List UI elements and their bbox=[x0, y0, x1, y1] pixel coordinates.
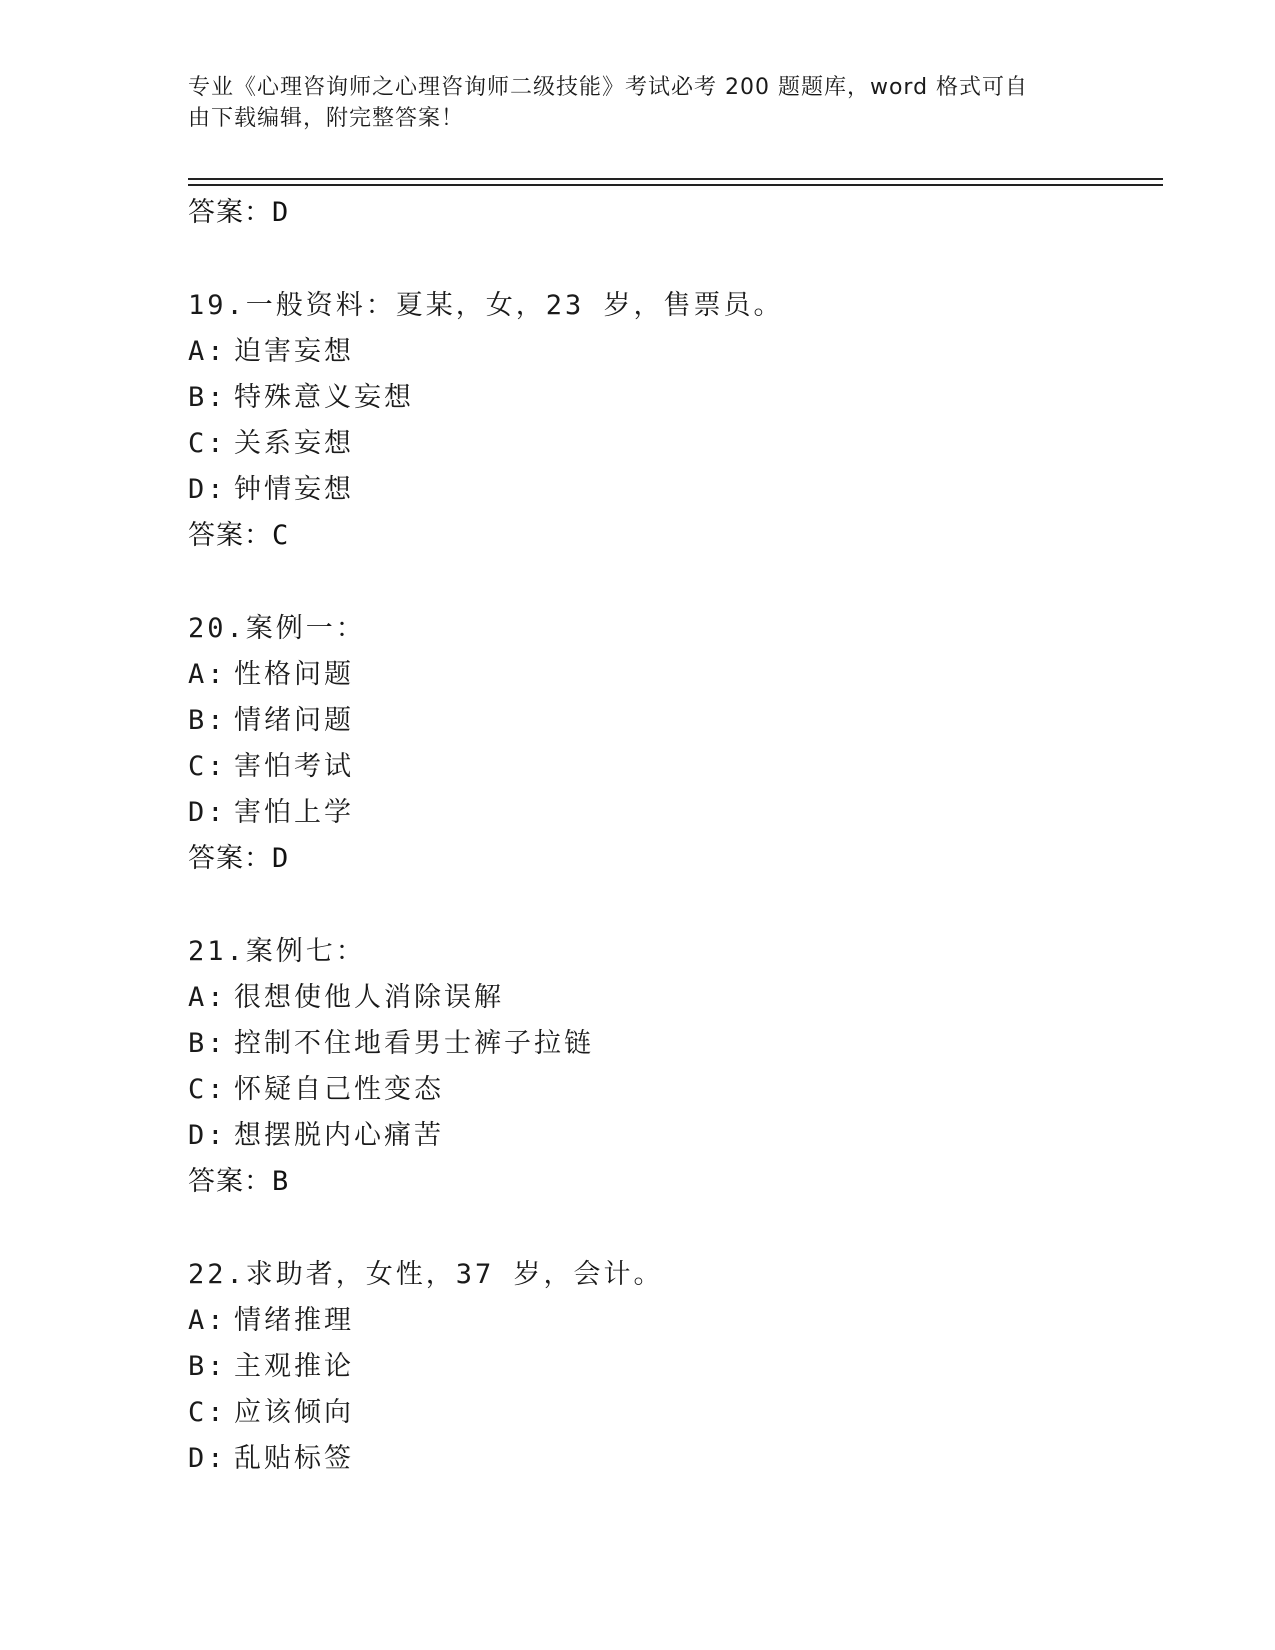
option-text: 情绪问题 bbox=[234, 705, 354, 736]
option-text: 迫害妄想 bbox=[234, 336, 354, 367]
option-label: B: bbox=[188, 705, 227, 736]
option-b bbox=[188, 1344, 1138, 1390]
option-label: D: bbox=[188, 1443, 227, 1474]
spacer bbox=[188, 1205, 1138, 1252]
option-a bbox=[188, 1298, 1138, 1344]
option-label: D: bbox=[188, 1120, 227, 1151]
option-c bbox=[188, 1067, 1138, 1113]
option-c bbox=[188, 744, 1138, 790]
option-text: 想摆脱内心痛苦 bbox=[234, 1120, 444, 1151]
document-header bbox=[188, 72, 1088, 134]
option-label: B: bbox=[188, 382, 227, 413]
option-b bbox=[188, 375, 1138, 421]
answer-value: D bbox=[272, 843, 290, 874]
header-divider-bottom bbox=[188, 184, 1163, 186]
option-d bbox=[188, 1436, 1138, 1482]
option-label: D: bbox=[188, 474, 227, 505]
option-text: 很想使他人消除误解 bbox=[234, 982, 504, 1013]
spacer bbox=[188, 236, 1138, 283]
option-label: C: bbox=[188, 428, 227, 459]
answer-line bbox=[188, 513, 1138, 559]
question-title: 22.求助者，女性，37 岁，会计。 bbox=[188, 1259, 664, 1290]
question-list bbox=[188, 190, 1138, 1482]
option-label: C: bbox=[188, 751, 227, 782]
option-label: C: bbox=[188, 1074, 227, 1105]
question-title: 19.一般资料：夏某，女，23 岁，售票员。 bbox=[188, 290, 784, 321]
option-d bbox=[188, 467, 1138, 513]
header-divider-top bbox=[188, 178, 1163, 180]
option-label: B: bbox=[188, 1028, 227, 1059]
option-text: 主观推论 bbox=[234, 1351, 354, 1382]
option-d bbox=[188, 1113, 1138, 1159]
header-line-1: 专业《心理咨询师之心理咨询师二级技能》考试必考 200 题题库，word 格式可自 bbox=[188, 75, 1029, 100]
option-text: 情绪推理 bbox=[234, 1305, 354, 1336]
answer-prefix: 答案： bbox=[188, 843, 272, 874]
answer-prefix: 答案： bbox=[188, 1166, 272, 1197]
answer-value: D bbox=[272, 197, 290, 228]
header-line-2: 由下载编辑，附完整答案！ bbox=[188, 106, 465, 131]
option-label: A: bbox=[188, 1305, 227, 1336]
answer-value: C bbox=[272, 520, 290, 551]
option-text: 害怕考试 bbox=[234, 751, 354, 782]
answer-line bbox=[188, 1159, 1138, 1205]
option-b bbox=[188, 1021, 1138, 1067]
option-text: 性格问题 bbox=[234, 659, 354, 690]
option-text: 特殊意义妄想 bbox=[234, 382, 414, 413]
answer-value: B bbox=[272, 1166, 290, 1197]
option-text: 控制不住地看男士裤子拉链 bbox=[234, 1028, 594, 1059]
option-text: 钟情妄想 bbox=[234, 474, 354, 505]
option-label: B: bbox=[188, 1351, 227, 1382]
option-b bbox=[188, 698, 1138, 744]
spacer bbox=[188, 559, 1138, 606]
option-label: A: bbox=[188, 336, 227, 367]
answer-prefix: 答案： bbox=[188, 520, 272, 551]
option-label: C: bbox=[188, 1397, 227, 1428]
option-a bbox=[188, 652, 1138, 698]
spacer bbox=[188, 882, 1138, 929]
answer-line bbox=[188, 836, 1138, 882]
option-a bbox=[188, 329, 1138, 375]
option-d bbox=[188, 790, 1138, 836]
option-text: 应该倾向 bbox=[234, 1397, 354, 1428]
option-text: 害怕上学 bbox=[234, 797, 354, 828]
option-a bbox=[188, 975, 1138, 1021]
answer-line bbox=[188, 190, 1138, 236]
answer-prefix: 答案： bbox=[188, 197, 272, 228]
option-c bbox=[188, 1390, 1138, 1436]
option-label: A: bbox=[188, 982, 227, 1013]
option-label: D: bbox=[188, 797, 227, 828]
option-label: A: bbox=[188, 659, 227, 690]
option-text: 怀疑自己性变态 bbox=[234, 1074, 444, 1105]
option-c bbox=[188, 421, 1138, 467]
question-title: 20.案例一： bbox=[188, 613, 366, 644]
option-text: 关系妄想 bbox=[234, 428, 354, 459]
question-title: 21.案例七： bbox=[188, 936, 366, 967]
option-text: 乱贴标签 bbox=[234, 1443, 354, 1474]
